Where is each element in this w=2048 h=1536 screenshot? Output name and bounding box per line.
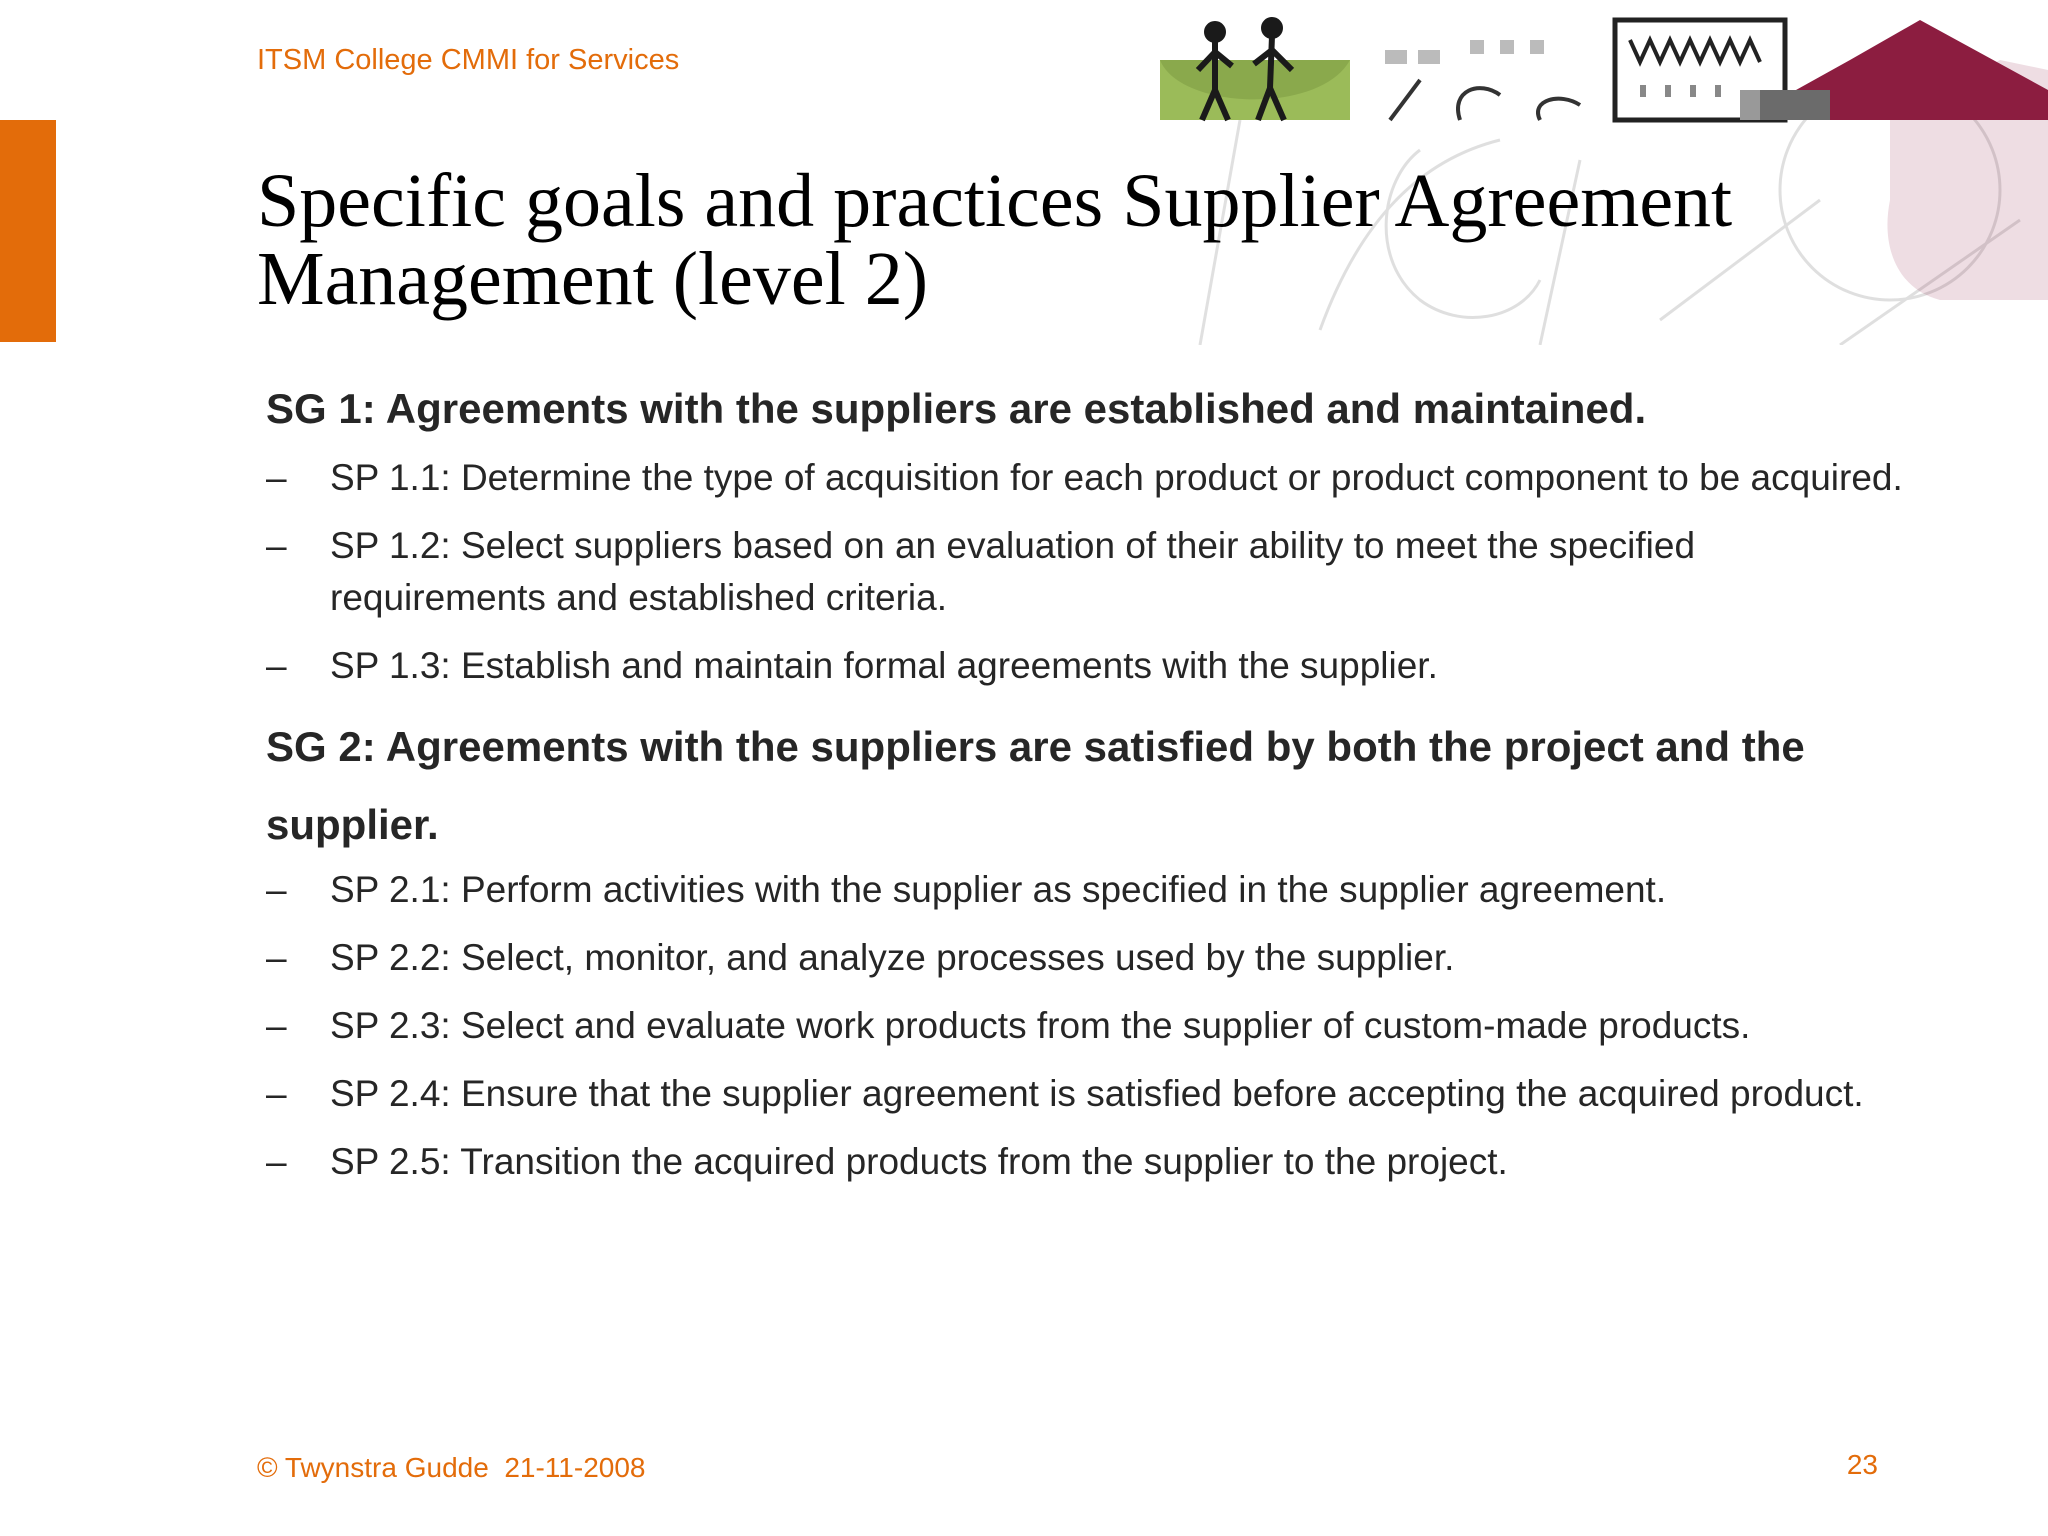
practice-text: SP 2.4: Ensure that the supplier agreement is satisfied before accepting the acquired product. xyxy=(330,1073,1864,1114)
list-dash: – xyxy=(266,869,287,910)
list-dash: – xyxy=(266,457,287,498)
practice-text: SP 2.2: Select, monitor, and analyze processes used by the supplier. xyxy=(330,937,1455,978)
practice-item xyxy=(266,1068,1906,1120)
practice-text: SP 1.1: Determine the type of acquisition for each product or product component to be acquired. xyxy=(330,457,1903,498)
practice-item xyxy=(266,1136,1906,1188)
header-label: ITSM College CMMI for Services xyxy=(257,44,680,76)
page-number: 23 xyxy=(1846,1449,1878,1480)
slide-title xyxy=(257,159,1907,321)
practice-text: SP 1.3: Establish and maintain formal agreements with the supplier. xyxy=(330,645,1438,686)
title-line-1: Specific goals and practices Supplier Agreement xyxy=(257,159,1733,243)
practice-list xyxy=(266,864,1906,1188)
list-dash: – xyxy=(266,937,287,978)
practice-item xyxy=(266,1000,1906,1052)
practice-text: SP 2.5: Transition the acquired products from the supplier to the project. xyxy=(330,1141,1508,1182)
list-dash: – xyxy=(266,645,287,686)
practice-item xyxy=(266,640,1906,692)
list-dash: – xyxy=(266,1141,287,1182)
practice-list xyxy=(266,452,1906,692)
list-dash: – xyxy=(266,1073,287,1114)
practice-item xyxy=(266,932,1906,984)
practice-text: SP 1.2: Select suppliers based on an evaluation of their ability to meet the specified requirements and established criteria. xyxy=(330,525,1696,618)
title-line-2: Management (level 2) xyxy=(257,237,929,321)
practice-item xyxy=(266,864,1906,916)
footer-copyright: © Twynstra Gudde 21-11-2008 xyxy=(257,1452,646,1483)
goal-heading: SG 2: Agreements with the suppliers are satisfied by both the project and the supplier. xyxy=(266,723,1805,848)
practice-item xyxy=(266,520,1906,624)
practice-text: SP 2.3: Select and evaluate work products from the supplier of custom-made products. xyxy=(330,1005,1751,1046)
accent-bar xyxy=(0,120,56,342)
practice-item xyxy=(266,452,1906,504)
goal-heading: SG 1: Agreements with the suppliers are established and maintained. xyxy=(266,385,1647,432)
list-dash: – xyxy=(266,1005,287,1046)
practice-text: SP 2.1: Perform activities with the supplier as specified in the supplier agreement. xyxy=(330,869,1667,910)
list-dash: – xyxy=(266,525,287,566)
slide-content xyxy=(266,370,1906,1204)
